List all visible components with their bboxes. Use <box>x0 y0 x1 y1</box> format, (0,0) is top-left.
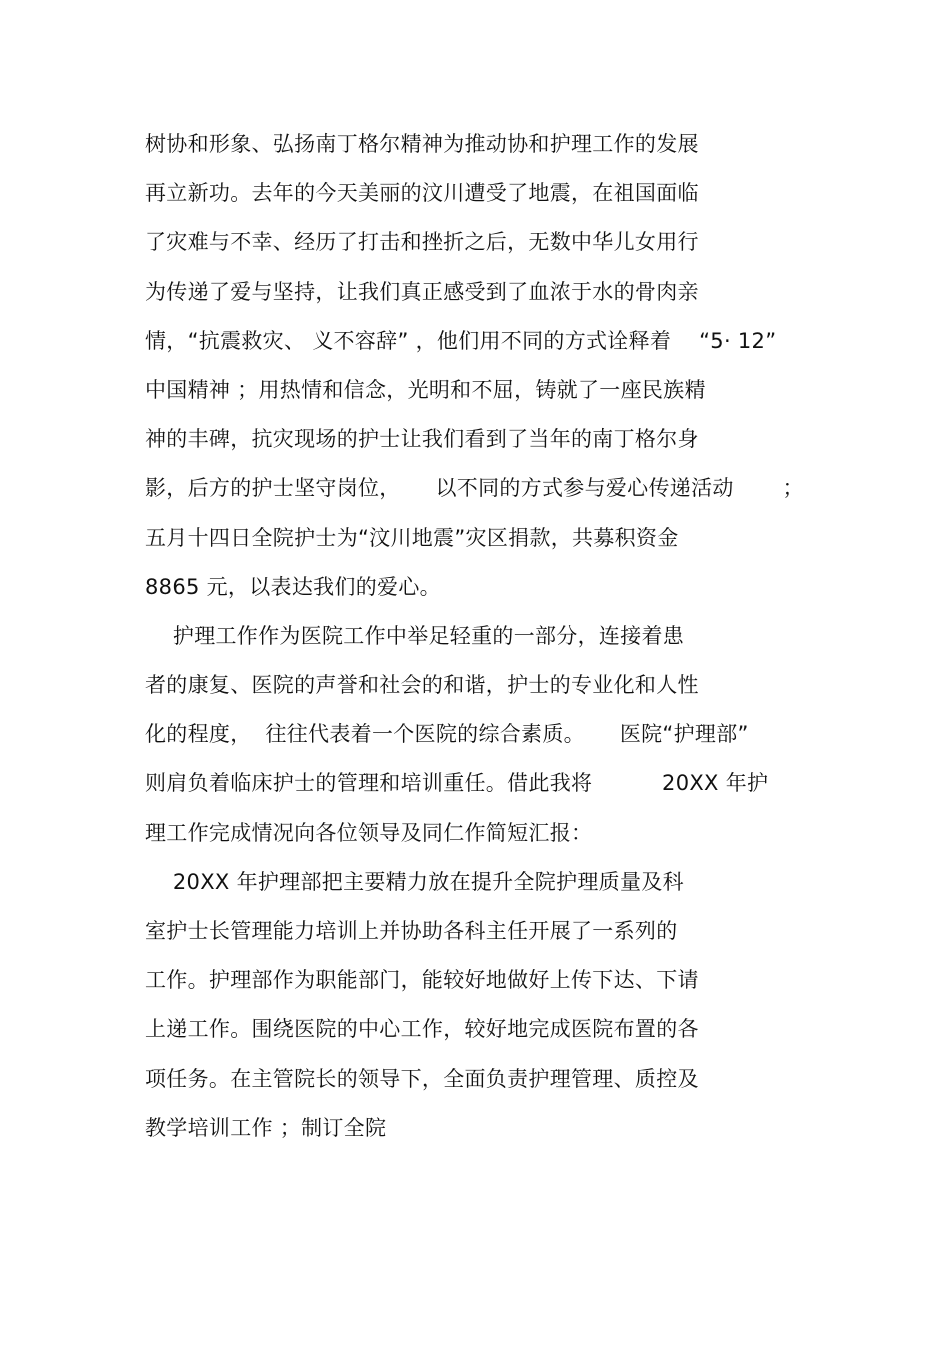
paragraph-start-line: 20XX 年护理部把主要精力放在提升全院护理质量及科 <box>145 869 684 894</box>
text-line: 情，“抗震救灾、 义不容辞” ，他们用不同的方式诠释着 “5· 12” <box>145 328 777 353</box>
document-body <box>145 120 815 1153</box>
text-line: 工作。护理部作为职能部门，能较好地做好上传下达、下请 <box>145 968 699 993</box>
paragraph-start-line: 护理工作作为医院工作中举足轻重的一部分，连接着患 <box>145 623 685 648</box>
text-line: 8865 元，以表达我们的爱心。 <box>145 574 441 599</box>
text-line: 神的丰碑，抗灾现场的护士让我们看到了当年的南丁格尔身 <box>145 427 699 452</box>
text-line: 教学培训工作 ；制订全院 <box>145 1115 387 1140</box>
text-line: 者的康复、医院的声誉和社会的和谐，护士的专业化和人性 <box>145 673 699 698</box>
text-line: 为传递了爱与坚持，让我们真正感受到了血浓于水的骨肉亲 <box>145 279 699 304</box>
text-line: 再立新功。去年的今天美丽的汶川遭受了地震，在祖国面临 <box>145 181 699 206</box>
text-line: 五月十四日全院护士为“汶川地震”灾区捐款，共募积资金 <box>145 525 679 550</box>
text-line: 化的程度， 往往代表着一个医院的综合素质。 医院“护理部” <box>145 722 749 747</box>
text-line: 了灾难与不幸、经历了打击和挫折之后，无数中华儿女用行 <box>145 230 699 255</box>
text-line: 上递工作。围绕医院的中心工作，较好地完成医院布置的各 <box>145 1017 699 1042</box>
text-line: 影，后方的护士坚守岗位， 以不同的方式参与爱心传递活动 ； <box>145 476 804 501</box>
text-line: 项任务。在主管院长的领导下，全面负责护理管理、质控及 <box>145 1066 699 1091</box>
text-line: 则肩负着临床护士的管理和培训重任。借此我将 20XX 年护 <box>145 771 769 796</box>
text-line: 室护士长管理能力培训上并协助各科主任开展了一系列的 <box>145 919 678 943</box>
text-line: 中国精神 ；用热情和信念，光明和不屈，铸就了一座民族精 <box>145 377 706 402</box>
text-line: 树协和形象、弘扬南丁格尔精神为推动协和护理工作的发展 <box>145 132 699 156</box>
text-line: 理工作完成情况向各位领导及同仁作简短汇报： <box>145 820 593 845</box>
